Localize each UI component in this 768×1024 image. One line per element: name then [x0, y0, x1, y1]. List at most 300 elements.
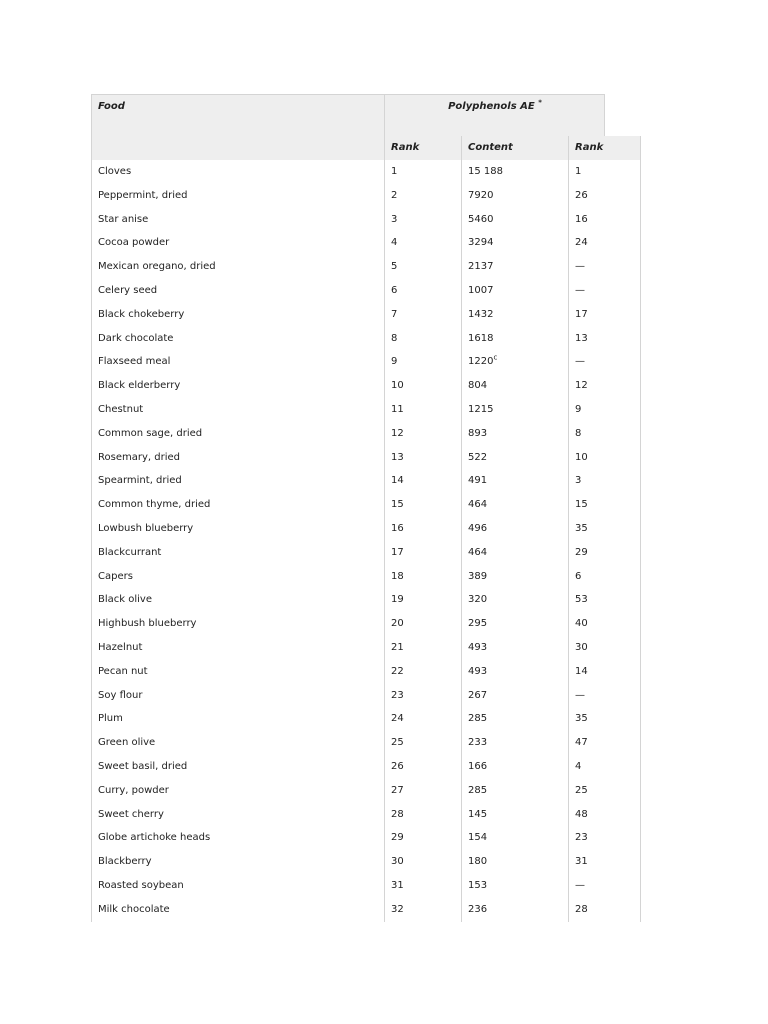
rank2-cell: [568, 779, 641, 803]
food-cell-text: Curry, powder: [98, 784, 169, 796]
food-cell-text: Cloves: [98, 166, 132, 177]
rank2-cell-text: 14: [575, 665, 588, 677]
rank2-cell: [568, 469, 641, 493]
table-row: [91, 184, 641, 208]
rank-column-header: Rank: [384, 136, 461, 160]
rank-cell-text: 23: [391, 689, 404, 701]
content-cell-text: 493: [468, 641, 488, 653]
rank2-cell-text: 24: [575, 237, 588, 249]
table-row: [91, 493, 641, 517]
content-cell: [461, 255, 568, 279]
rank2-cell: [568, 422, 641, 446]
rank-cell: [384, 731, 461, 755]
rank2-cell-text: 4: [575, 760, 582, 772]
rank-cell: [384, 684, 461, 708]
food-cell-text: Black chokeberry: [98, 308, 185, 320]
rank-cell-text: 8: [391, 332, 398, 344]
rank-cell-text: 28: [391, 808, 404, 820]
food-cell: [91, 469, 384, 493]
content-cell: [461, 874, 568, 898]
rank-cell: [384, 374, 461, 398]
rank-cell-text: 7: [391, 308, 398, 320]
food-column-header: Food: [98, 101, 125, 112]
food-cell-text: Capers: [98, 570, 133, 582]
content-cell: [461, 541, 568, 565]
content-cell-text: 389: [468, 570, 488, 582]
table-row: [91, 755, 641, 779]
content-cell-text: 320: [468, 594, 488, 606]
food-cell: [91, 898, 384, 922]
rank-cell: [384, 660, 461, 684]
content-cell-text: 1215: [468, 403, 494, 415]
food-cell: [91, 612, 384, 636]
rank2-cell-text: 25: [575, 784, 588, 796]
rank2-cell: [568, 850, 641, 874]
rank2-cell-text: —: [575, 689, 585, 701]
rank-cell: [384, 160, 461, 184]
food-cell: [91, 660, 384, 684]
content-cell: [461, 779, 568, 803]
rank-cell: [384, 517, 461, 541]
content-cell-text: 3294: [468, 237, 494, 249]
food-cell-text: Pecan nut: [98, 665, 148, 677]
rank2-cell-text: 40: [575, 618, 588, 630]
food-cell: [91, 279, 384, 303]
food-cell-text: Cocoa powder: [98, 237, 170, 249]
table-row: [91, 898, 641, 922]
food-cell: [91, 541, 384, 565]
food-cell: [91, 636, 384, 660]
content-cell: [461, 493, 568, 517]
food-cell: [91, 208, 384, 232]
rank2-cell-text: 26: [575, 189, 588, 201]
rank2-cell: [568, 350, 641, 374]
table-header-group-row: [91, 94, 605, 136]
table-row: [91, 779, 641, 803]
content-cell-text: 522: [468, 451, 488, 463]
table-row: [91, 874, 641, 898]
food-cell: [91, 184, 384, 208]
rank2-cell: [568, 826, 641, 850]
polyphenols-group-label: Polyphenols AE: [448, 101, 535, 112]
rank-cell: [384, 588, 461, 612]
content-footnote-marker: c: [493, 354, 498, 363]
rank-cell-text: 16: [391, 522, 404, 534]
rank2-cell: [568, 612, 641, 636]
polyphenols-group-header: [384, 98, 606, 112]
food-cell: [91, 874, 384, 898]
content-cell: [461, 826, 568, 850]
content-cell-text: 5460: [468, 213, 494, 225]
table-row: [91, 303, 641, 327]
rank-cell: [384, 612, 461, 636]
rank2-cell: [568, 303, 641, 327]
content-cell: [461, 208, 568, 232]
table-row: [91, 422, 641, 446]
rank-cell-text: 21: [391, 641, 404, 653]
content-cell-text: 1007: [468, 284, 494, 296]
table-row: [91, 660, 641, 684]
food-cell-text: Hazelnut: [98, 641, 143, 653]
content-cell: [461, 398, 568, 422]
rank2-cell-text: 29: [575, 546, 588, 558]
rank2-cell-text: 16: [575, 213, 588, 225]
rank2-cell-text: 17: [575, 308, 588, 320]
rank2-cell: [568, 755, 641, 779]
rank2-cell-text: —: [575, 879, 585, 891]
table-row: [91, 279, 641, 303]
content-cell: [461, 446, 568, 470]
table-row: [91, 731, 641, 755]
food-cell: [91, 731, 384, 755]
content-cell: [461, 374, 568, 398]
rank2-cell-text: 13: [575, 332, 588, 344]
rank-cell-text: 11: [391, 403, 404, 415]
rank2-cell-text: 48: [575, 808, 588, 820]
table-row: [91, 231, 641, 255]
rank-cell: [384, 803, 461, 827]
rank2-cell-text: 1: [575, 166, 582, 177]
food-cell-text: Highbush blueberry: [98, 618, 197, 630]
rank-cell: [384, 422, 461, 446]
content-cell-text: 15 188: [468, 166, 503, 177]
rank2-cell: [568, 731, 641, 755]
rank-cell: [384, 398, 461, 422]
rank2-cell: [568, 898, 641, 922]
content-cell: [461, 850, 568, 874]
content-cell-text: 1432: [468, 308, 494, 320]
table-header-subcolumn-row: [91, 136, 641, 160]
content-cell-text: 236: [468, 903, 488, 915]
rank-cell-text: 17: [391, 546, 404, 558]
food-header-fill: [91, 136, 384, 160]
food-cell: [91, 588, 384, 612]
table-body: [91, 160, 641, 922]
content-cell-text: 233: [468, 737, 488, 749]
rank-cell: [384, 184, 461, 208]
content-cell: [461, 303, 568, 327]
table-row: [91, 612, 641, 636]
rank-cell: [384, 850, 461, 874]
rank-cell: [384, 707, 461, 731]
content-cell-text: 491: [468, 475, 488, 487]
food-cell-text: Soy flour: [98, 689, 143, 701]
food-cell-text: Star anise: [98, 213, 149, 225]
content-cell: [461, 636, 568, 660]
table-row: [91, 636, 641, 660]
table-row: [91, 398, 641, 422]
table-row: [91, 350, 641, 374]
rank-cell-text: 30: [391, 856, 404, 868]
rank2-cell: [568, 565, 641, 589]
rank2-cell-text: 8: [575, 427, 582, 439]
food-cell: [91, 327, 384, 351]
food-cell: [91, 160, 384, 184]
content-cell: [461, 612, 568, 636]
rank2-cell-text: 15: [575, 499, 588, 511]
food-cell-text: Blackberry: [98, 856, 152, 868]
content-cell-text: 464: [468, 546, 488, 558]
rank-cell-text: 3: [391, 213, 398, 225]
content-cell-text: 1618: [468, 332, 494, 344]
food-cell: [91, 255, 384, 279]
content-cell: [461, 469, 568, 493]
rank2-cell: [568, 636, 641, 660]
table-row: [91, 826, 641, 850]
food-cell-text: Sweet basil, dried: [98, 760, 188, 772]
content-cell-text: 166: [468, 760, 488, 772]
content-cell: [461, 279, 568, 303]
table-row: [91, 255, 641, 279]
food-cell: [91, 517, 384, 541]
food-cell: [91, 803, 384, 827]
rank2-cell: [568, 803, 641, 827]
rank2-column-header: Rank: [568, 136, 641, 160]
polyphenols-group-marker: *: [538, 98, 542, 107]
rank2-cell-text: 23: [575, 832, 588, 844]
rank2-cell: [568, 398, 641, 422]
rank-cell-text: 1: [391, 166, 398, 177]
rank2-cell-text: 12: [575, 380, 588, 392]
food-cell: [91, 850, 384, 874]
rank2-cell-text: 6: [575, 570, 582, 582]
content-cell: [461, 517, 568, 541]
food-cell-text: Roasted soybean: [98, 879, 184, 891]
food-cell-text: Lowbush blueberry: [98, 522, 194, 534]
rank-cell-text: 4: [391, 237, 398, 249]
rank-cell: [384, 255, 461, 279]
content-cell-text: 893: [468, 427, 488, 439]
food-cell: [91, 398, 384, 422]
rank2-cell: [568, 588, 641, 612]
table-row: [91, 160, 641, 184]
rank-cell: [384, 636, 461, 660]
rank2-cell: [568, 660, 641, 684]
rank-cell-text: 14: [391, 475, 404, 487]
food-cell-text: Mexican oregano, dried: [98, 261, 216, 273]
content-cell-text: 153: [468, 879, 488, 891]
food-cell: [91, 350, 384, 374]
rank2-cell-text: —: [575, 284, 585, 296]
table-row: [91, 707, 641, 731]
food-cell: [91, 565, 384, 589]
rank-cell: [384, 565, 461, 589]
rank2-cell: [568, 874, 641, 898]
food-cell-text: Flaxseed meal: [98, 356, 171, 368]
food-cell: [91, 684, 384, 708]
content-cell-text: 2137: [468, 261, 494, 273]
rank-cell: [384, 898, 461, 922]
rank-cell-text: 24: [391, 713, 404, 725]
content-cell: [461, 327, 568, 351]
rank-cell-text: 18: [391, 570, 404, 582]
content-cell-text: 1220: [468, 356, 494, 368]
content-cell-text: 285: [468, 784, 488, 796]
content-cell-text: 7920: [468, 189, 494, 201]
content-cell: [461, 707, 568, 731]
rank2-cell-text: 3: [575, 475, 582, 487]
food-cell: [91, 493, 384, 517]
rank-cell-text: 13: [391, 451, 404, 463]
rank-cell-text: 22: [391, 665, 404, 677]
rank2-cell: [568, 279, 641, 303]
content-cell-text: 464: [468, 499, 488, 511]
rank2-cell: [568, 707, 641, 731]
rank-cell-text: 10: [391, 380, 404, 392]
food-cell-text: Dark chocolate: [98, 332, 174, 344]
content-column-header: Content: [461, 136, 568, 160]
rank2-cell: [568, 255, 641, 279]
rank2-cell-text: 35: [575, 522, 588, 534]
rank2-cell-text: 53: [575, 594, 588, 606]
rank-cell-text: 29: [391, 832, 404, 844]
food-cell-text: Blackcurrant: [98, 546, 162, 558]
rank-cell: [384, 231, 461, 255]
rank-cell: [384, 755, 461, 779]
rank2-cell: [568, 231, 641, 255]
content-cell-text: 145: [468, 808, 488, 820]
rank-cell-text: 20: [391, 618, 404, 630]
rank-cell: [384, 279, 461, 303]
rank2-cell-text: 31: [575, 856, 588, 868]
food-cell: [91, 707, 384, 731]
rank2-cell: [568, 160, 641, 184]
rank-cell-text: 12: [391, 427, 404, 439]
rank2-cell: [568, 327, 641, 351]
rank-cell: [384, 874, 461, 898]
food-cell: [91, 446, 384, 470]
food-cell-text: Plum: [98, 713, 123, 725]
rank2-cell-text: 10: [575, 451, 588, 463]
table-row: [91, 469, 641, 493]
rank-cell: [384, 208, 461, 232]
table-row: [91, 327, 641, 351]
food-cell-text: Sweet cherry: [98, 808, 164, 820]
rank-cell: [384, 541, 461, 565]
food-cell-text: Peppermint, dried: [98, 189, 188, 201]
content-cell-text: 295: [468, 618, 488, 630]
rank2-cell: [568, 684, 641, 708]
rank-cell-text: 5: [391, 261, 398, 273]
rank-cell-text: 19: [391, 594, 404, 606]
rank-cell: [384, 327, 461, 351]
rank2-cell: [568, 517, 641, 541]
content-cell: [461, 684, 568, 708]
rank2-cell: [568, 374, 641, 398]
content-cell: [461, 588, 568, 612]
food-cell-text: Chestnut: [98, 403, 144, 415]
content-cell: [461, 231, 568, 255]
table-row: [91, 517, 641, 541]
food-cell: [91, 303, 384, 327]
food-cell-text: Black elderberry: [98, 380, 181, 392]
food-cell-text: Common sage, dried: [98, 427, 203, 439]
food-cell-text: Celery seed: [98, 284, 158, 296]
rank-cell-text: 31: [391, 879, 404, 891]
rank2-cell: [568, 208, 641, 232]
food-cell: [91, 779, 384, 803]
rank-cell-text: 26: [391, 760, 404, 772]
food-cell-text: Black olive: [98, 594, 152, 606]
content-cell: [461, 160, 568, 184]
rank-cell-text: 32: [391, 903, 404, 915]
content-cell: [461, 422, 568, 446]
table-row: [91, 208, 641, 232]
food-cell: [91, 231, 384, 255]
rank-cell: [384, 826, 461, 850]
food-cell-text: Milk chocolate: [98, 903, 170, 915]
table-row: [91, 446, 641, 470]
rank2-cell: [568, 446, 641, 470]
table-row: [91, 374, 641, 398]
rank2-cell-text: —: [575, 356, 585, 368]
content-cell-text: 180: [468, 856, 488, 868]
food-cell: [91, 755, 384, 779]
content-cell: [461, 898, 568, 922]
content-cell: [461, 350, 568, 374]
table-row: [91, 684, 641, 708]
food-cell: [91, 826, 384, 850]
food-cell-text: Rosemary, dried: [98, 451, 180, 463]
rank-cell: [384, 446, 461, 470]
content-cell: [461, 184, 568, 208]
rank2-cell-text: —: [575, 261, 585, 273]
food-cell-text: Green olive: [98, 737, 156, 749]
content-cell: [461, 755, 568, 779]
content-cell-text: 493: [468, 665, 488, 677]
table-row: [91, 850, 641, 874]
rank2-cell: [568, 541, 641, 565]
content-cell-text: 267: [468, 689, 488, 701]
rank2-cell: [568, 184, 641, 208]
rank-cell-text: 25: [391, 737, 404, 749]
rank2-cell: [568, 493, 641, 517]
content-cell-text: 804: [468, 380, 488, 392]
rank-cell-text: 15: [391, 499, 404, 511]
table-row: [91, 541, 641, 565]
content-cell-text: 285: [468, 713, 488, 725]
rank-cell-text: 9: [391, 356, 398, 368]
food-cell-text: Globe artichoke heads: [98, 832, 211, 844]
rank2-cell-text: 35: [575, 713, 588, 725]
content-cell: [461, 565, 568, 589]
table-row: [91, 803, 641, 827]
content-cell-text: 154: [468, 832, 488, 844]
rank-cell-text: 6: [391, 284, 398, 296]
table-row: [91, 588, 641, 612]
rank2-cell-text: 30: [575, 641, 588, 653]
table-row: [91, 565, 641, 589]
content-cell-text: 496: [468, 522, 488, 534]
content-cell: [461, 731, 568, 755]
rank-cell: [384, 469, 461, 493]
rank-cell-text: 2: [391, 189, 398, 201]
rank2-cell-text: 28: [575, 903, 588, 915]
rank-cell: [384, 303, 461, 327]
rank2-cell-text: 9: [575, 403, 582, 415]
content-cell: [461, 803, 568, 827]
rank-cell: [384, 350, 461, 374]
content-cell: [461, 660, 568, 684]
rank-cell-text: 27: [391, 784, 404, 796]
food-cell-text: Spearmint, dried: [98, 475, 182, 487]
food-cell: [91, 374, 384, 398]
rank-cell: [384, 493, 461, 517]
rank2-cell-text: 47: [575, 737, 588, 749]
food-cell: [91, 422, 384, 446]
food-cell-text: Common thyme, dried: [98, 499, 211, 511]
rank-cell: [384, 779, 461, 803]
